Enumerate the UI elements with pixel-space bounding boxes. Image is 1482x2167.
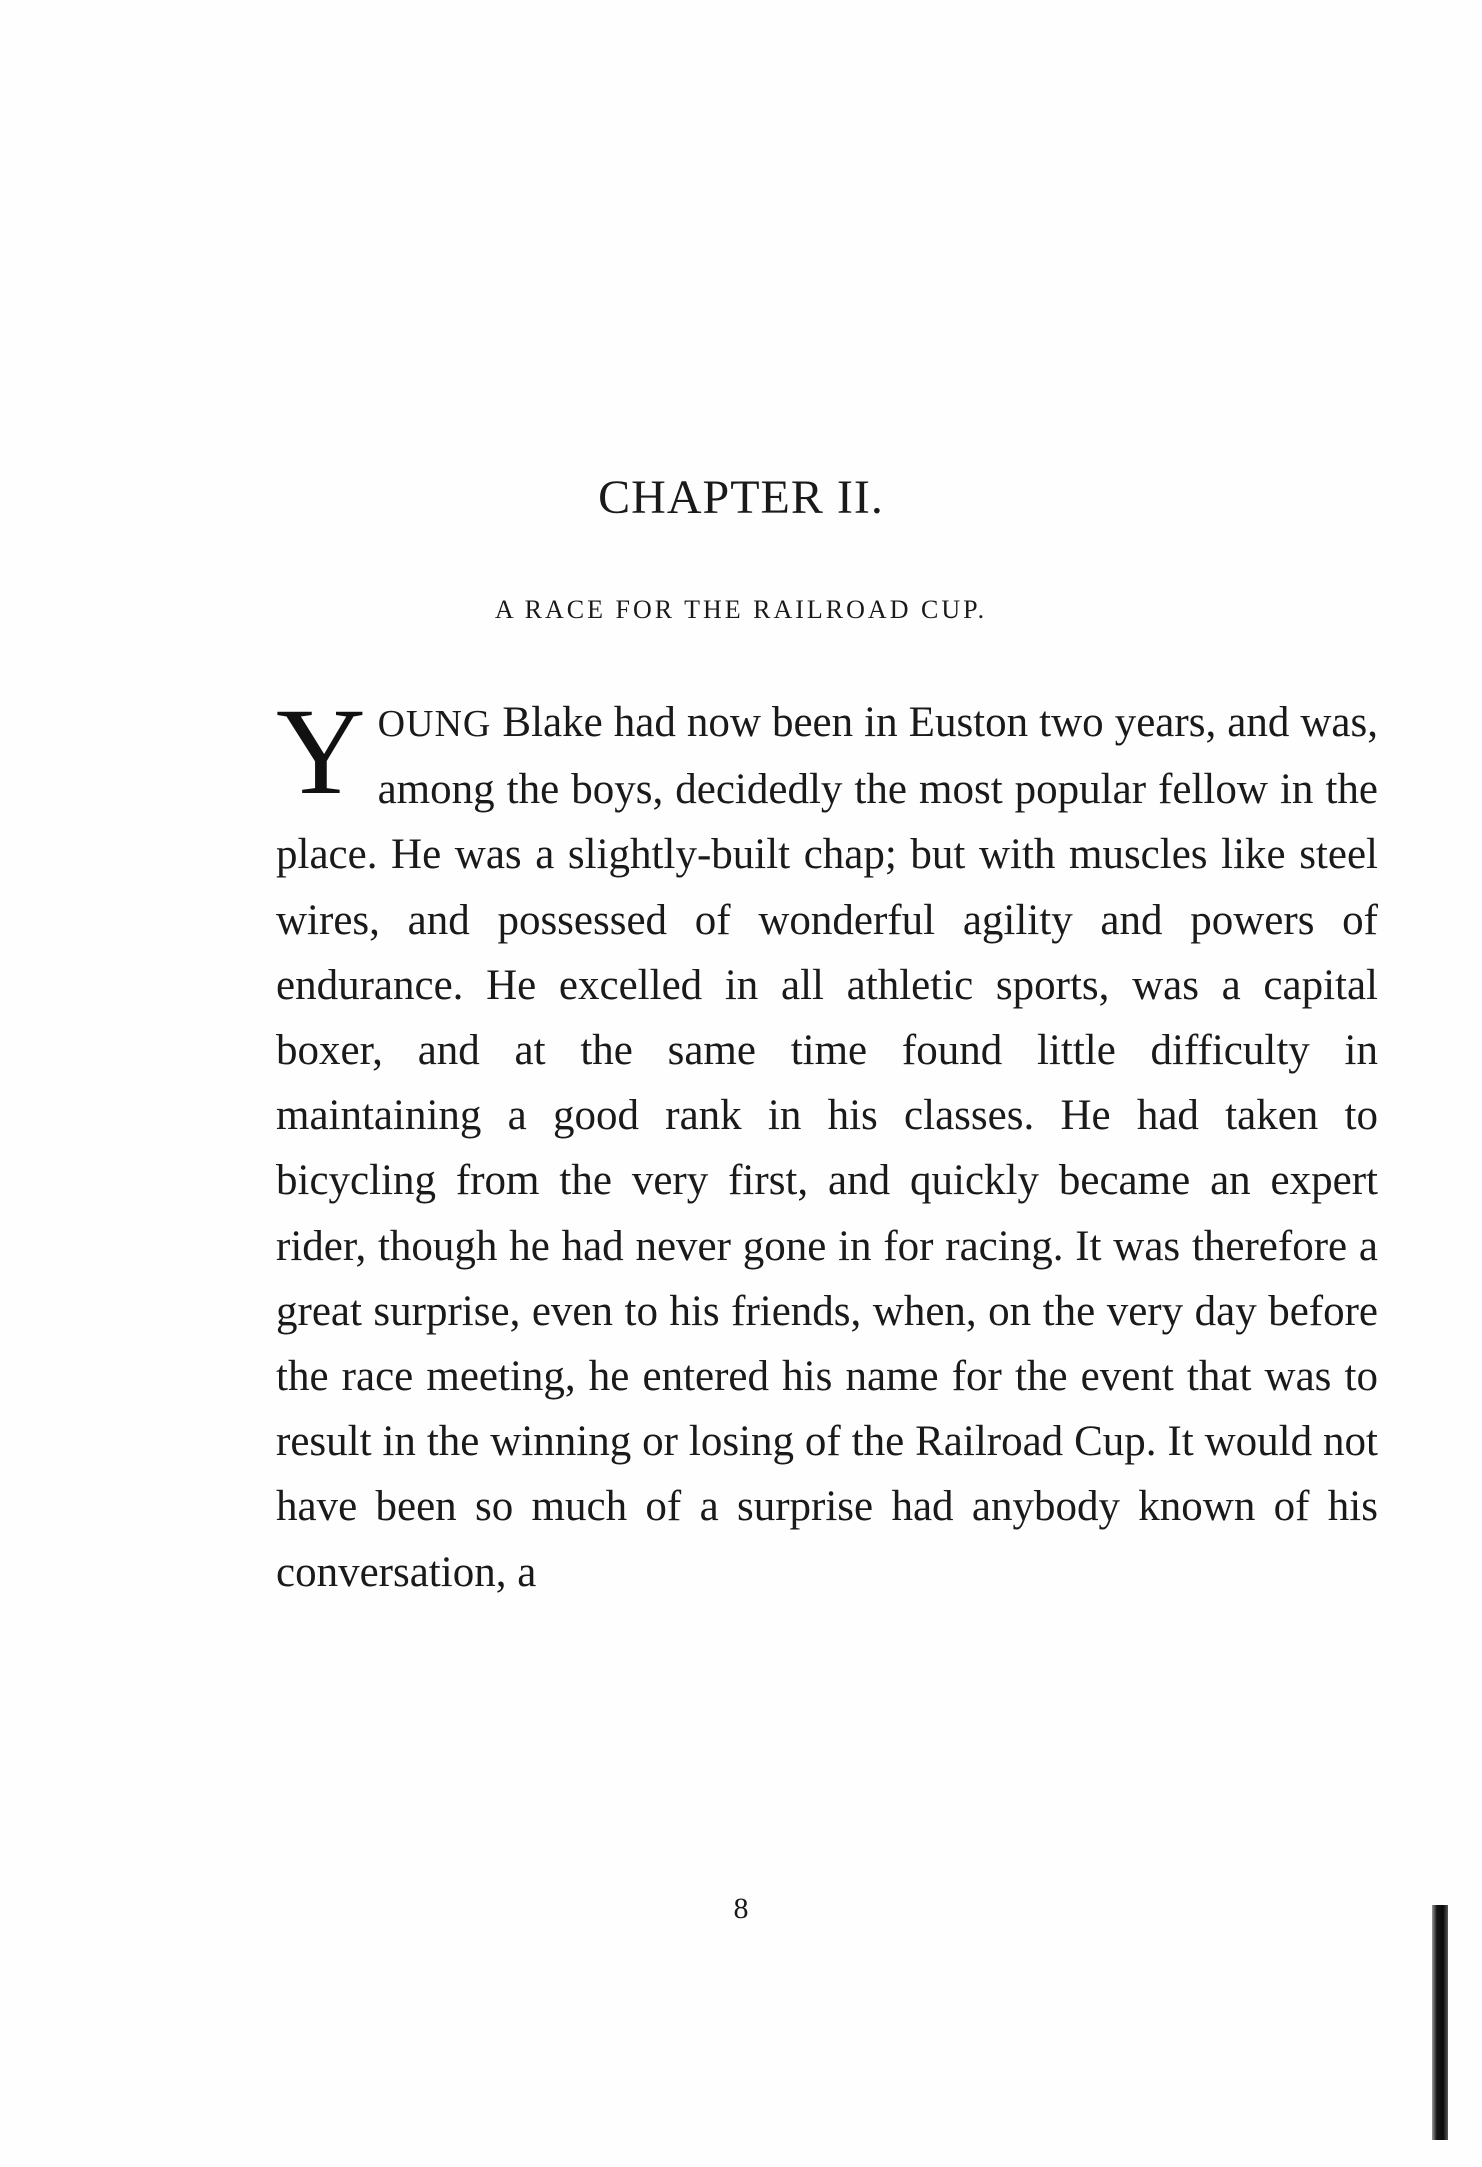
paragraph-text: Blake had now been in Euston two years, and was, among the boys, decidedly the most popular fellow in the place. He was a slightly-built chap; but with muscles like steel wires, and possessed of wonderful agility and powers of endurance. He excelled in all athletic sports, was a capital boxer, and at the same time found little difficulty in maintaining a good rank in his classes. He had taken to bicycling from the very first, and quickly became an expert rider, though he had never gone in for racing. It was therefore a great surprise, even to his friends, when, on the very day before the race meeting, he entered his name for the event that was to result in the winning or losing of the Railroad Cup. It would not have been so much of a surprise had anybody known of his conversation, a: [276, 699, 1378, 1596]
chapter-title: CHAPTER II.: [598, 471, 884, 524]
lead-small-caps: OUNG: [377, 703, 492, 745]
binding-edge-shadow: [1432, 1905, 1448, 2140]
body-paragraph: [276, 683, 1378, 1605]
drop-cap-letter: Y: [276, 683, 366, 820]
chapter-subtitle: A RACE FOR THE RAILROAD CUP.: [494, 595, 988, 624]
page-number: 8: [733, 1892, 749, 1925]
